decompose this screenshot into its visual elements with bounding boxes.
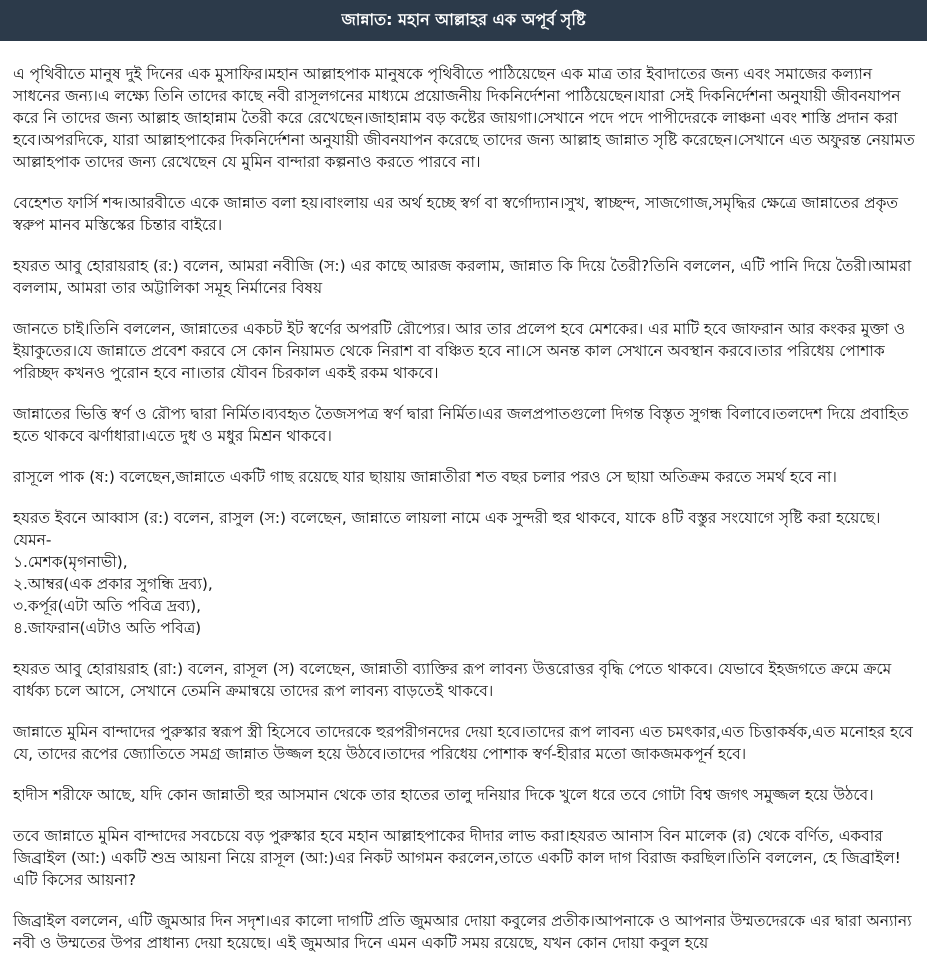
paragraph-tree: রাসূলে পাক (ষ:) বলেছেন,জান্নাতে একটি গাছ রয়েছে যার ছায়ায় জান্নাতীরা শত বছর চলার পরও সে ছায়া অতিক্রম করতে সমর্থ হবে না। bbox=[13, 468, 837, 486]
list-item: ২.আম্বর(এক প্রকার সুগন্ধি দ্রব্য), bbox=[13, 575, 213, 593]
paragraph-abu-hurayra-1: হযরত আবু হোরায়রাহ (র:) বলেন, আমরা নবীজি (স:) এর কাছে আরজ করলাম, জান্নাত কি দিয়ে তৈরী?তিনি বললেন, এটি পানি দিয়ে তৈরী।আমরা বললাম, আমরা তার অট্টালিকা সমূহ নির্মানের বিষয় bbox=[13, 257, 912, 297]
laila-intro-text: হযরত ইবনে আব্বাস (র:) বলেন, রাসুল (স:) বলেছেন, জান্নাতে লায়লা নামে এক সুন্দরী হুর থাকবে, যাকে ৪টি বস্তুর সংযোগে সৃষ্টি করা হয়েছে। যেমন- bbox=[13, 509, 881, 549]
list-item: ৩.কর্পূর(এটা অতি পবিত্র দ্রব্য), bbox=[13, 597, 201, 615]
paragraph-didar: তবে জান্নাতে মুমিন বান্দাদের সবচেয়ে বড় পুরুস্কার হবে মহান আল্লাহপাকের দীদার লাভ করা।হযরত আনাস বিন মালেক (র) থেকে বর্ণিত, একবার জিব্রাইল (আ:) একটি শুভ্র আয়না নিয়ে রাসূল (আ:)এর নিকট আগমন করলেন,তাতে একটি কাল দাগ বিরাজ করছিল।তিনি বললেন, হে জিব্রাইল!এটি কিসের আয়না? bbox=[13, 827, 901, 889]
paragraph-jibrail: জিব্রাইল বললেন, এটি জুমআর দিন সদৃশ।এর কালো দাগটি প্রতি জুমআর দোয়া কবুলের প্রতীক।আপনাকে ও আপনার উম্মতদেরকে এর দ্বারা অন্যান্য নবী ও উম্মতের উপর প্রাধান্য দেয়া হয়েছে। এই জুমআর দিনে এমন একটি সময় রয়েছে, যখন কোন দোয়া কবুল হয়ে bbox=[13, 912, 912, 952]
list-item: ১.মেশক(মৃগনাভী), bbox=[13, 553, 128, 571]
page-title: জান্নাত: মহান আল্লাহর এক অপূর্ব সৃষ্টি bbox=[341, 10, 586, 29]
paragraph-laila bbox=[13, 507, 915, 639]
paragraph-intro: এ পৃথিবীতে মানুষ দুই দিনের এক মুসাফির।মহান আল্লাহপাক মানুষকে পৃথিবীতে পাঠিয়েছেন এক মাত্র তার ইবাদাতের জন্য এবং সমাজের কল্যান সাধনের জন্য।এ লক্ষ্যে তিনি তাদের কাছে নবী রাসূলগনের মাধ্যমে প্রয়োজনীয় দিকনির্দেশনা পাঠিয়েছেন।যারা সেই দিকনির্দেশনা অনুযায়ী জীবনযাপন করে নি তাদের জন্য আল্লাহ জাহান্নাম তৈরী করে রেখেছেন।জাহান্নাম বড় কষ্টের জায়গা।সেখানে পদে পদে পাপীদেরকে লাঞ্চনা এবং শাস্তি প্রদান করা হবে।অপরদিকে, যারা আল্লাহপাকের দিকনির্দেশনা অনুযায়ী জীবনযাপন করেছে তাদের জন্য আল্লাহ জান্নাত সৃষ্টি করেছেন।সেখানে এত অফুরন্ত নেয়ামত আল্লাহপাক তাদের জন্য রেখেছেন যে মুমিন বান্দারা কল্পনাও করতে পারবে না। bbox=[13, 65, 915, 171]
paragraph-hur: জান্নাতে মুমিন বান্দাদের পুরুস্কার স্বরূপ স্ত্রী হিসেবে তাদেরকে হুরপরীগনদের দেয়া হবে।তাদের রূপ লাবন্য এত চমৎকার,এত চিত্তাকর্ষক,এত মনোহর হবে যে, তাদের রূপের জ্যোতিতে সমগ্র জান্নাত উজ্জল হয়ে উঠবে।তাদের পরিধেয় পোশাক স্বর্ণ-হীরার মতো জাকজমকপূর্ন হবে। bbox=[13, 723, 913, 763]
paragraph-hadith: হাদীস শরীফে আছে, যদি কোন জান্নাতী হুর আসমান থেকে তার হাতের তালু দনিয়ার দিকে খুলে ধরে তবে গোটা বিশ্ব জগৎ সমুজ্জল হয়ে উঠবে। bbox=[13, 786, 874, 804]
paragraph-building-materials: জানতে চাই।তিনি বললেন, জান্নাতের একচট ইট স্বর্ণের অপরটি রৌপ্যের। আর তার প্রলেপ হবে মেশকের। এর মাটি হবে জাফরান আর কংকর মুক্তা ও ইয়াকুতের।যে জান্নাতে প্রবেশ করবে সে কোন নিয়ামত থেকে নিরাশ বা বঞ্চিত হবে না।সে অনন্ত কাল সেখানে অবস্থান করবে।তার পরিধেয় পোশাক পরিচ্ছদ কখনও পুরোন হবে না।তার যৌবন চিরকাল একই রকম থাকবে। bbox=[13, 320, 906, 382]
paragraph-beauty: হযরত আবু হোরায়রাহ (রা:) বলেন, রাসূল (স) বলেছেন, জান্নাতী ব্যাক্তির রূপ লাবন্য উত্তরোত্তর বৃদ্ধি পেতে থাকবে। যেভাবে ইহজগতে ক্রমে ক্রমে বার্ধক্য চলে আসে, সেখানে তেমনি ক্রমান্বয়ে তাদের রূপ লাবন্য বাড়তেই থাকবে। bbox=[13, 660, 892, 700]
paragraph-foundation: জান্নাতের ভিত্তি স্বর্ণ ও রৌপ্য দ্বারা নির্মিত।ব্যবহৃত তৈজসপত্র স্বর্ণ দ্বারা নির্মিত।এর জলপ্রপাতগুলো দিগন্ত বিস্তৃত সুগন্ধ বিলাবে।তলদেশ দিয়ে প্রবাহিত হতে থাকবে ঝর্ণাধারা।এতে দুধ ও মধুর মিশ্রন থাকবে। bbox=[13, 405, 909, 445]
page-header bbox=[0, 0, 927, 41]
article-body bbox=[0, 41, 927, 974]
list-item: ৪.জাফরান(এটাও অতি পবিত্র) bbox=[13, 619, 202, 637]
paragraph-behesht: বেহেশত ফার্সি শব্দ।আরবীতে একে জান্নাত বলা হয়।বাংলায় এর অর্থ হচ্ছে স্বর্গ বা স্বর্গোদ্যান।সুখ, স্বাচ্ছন্দ, সাজগোজ,সমৃদ্ধির ক্ষেত্রে জান্নাতের প্রকৃত স্বরুপ মানব মস্তিস্কের চিন্তার বাইরে। bbox=[13, 194, 898, 234]
